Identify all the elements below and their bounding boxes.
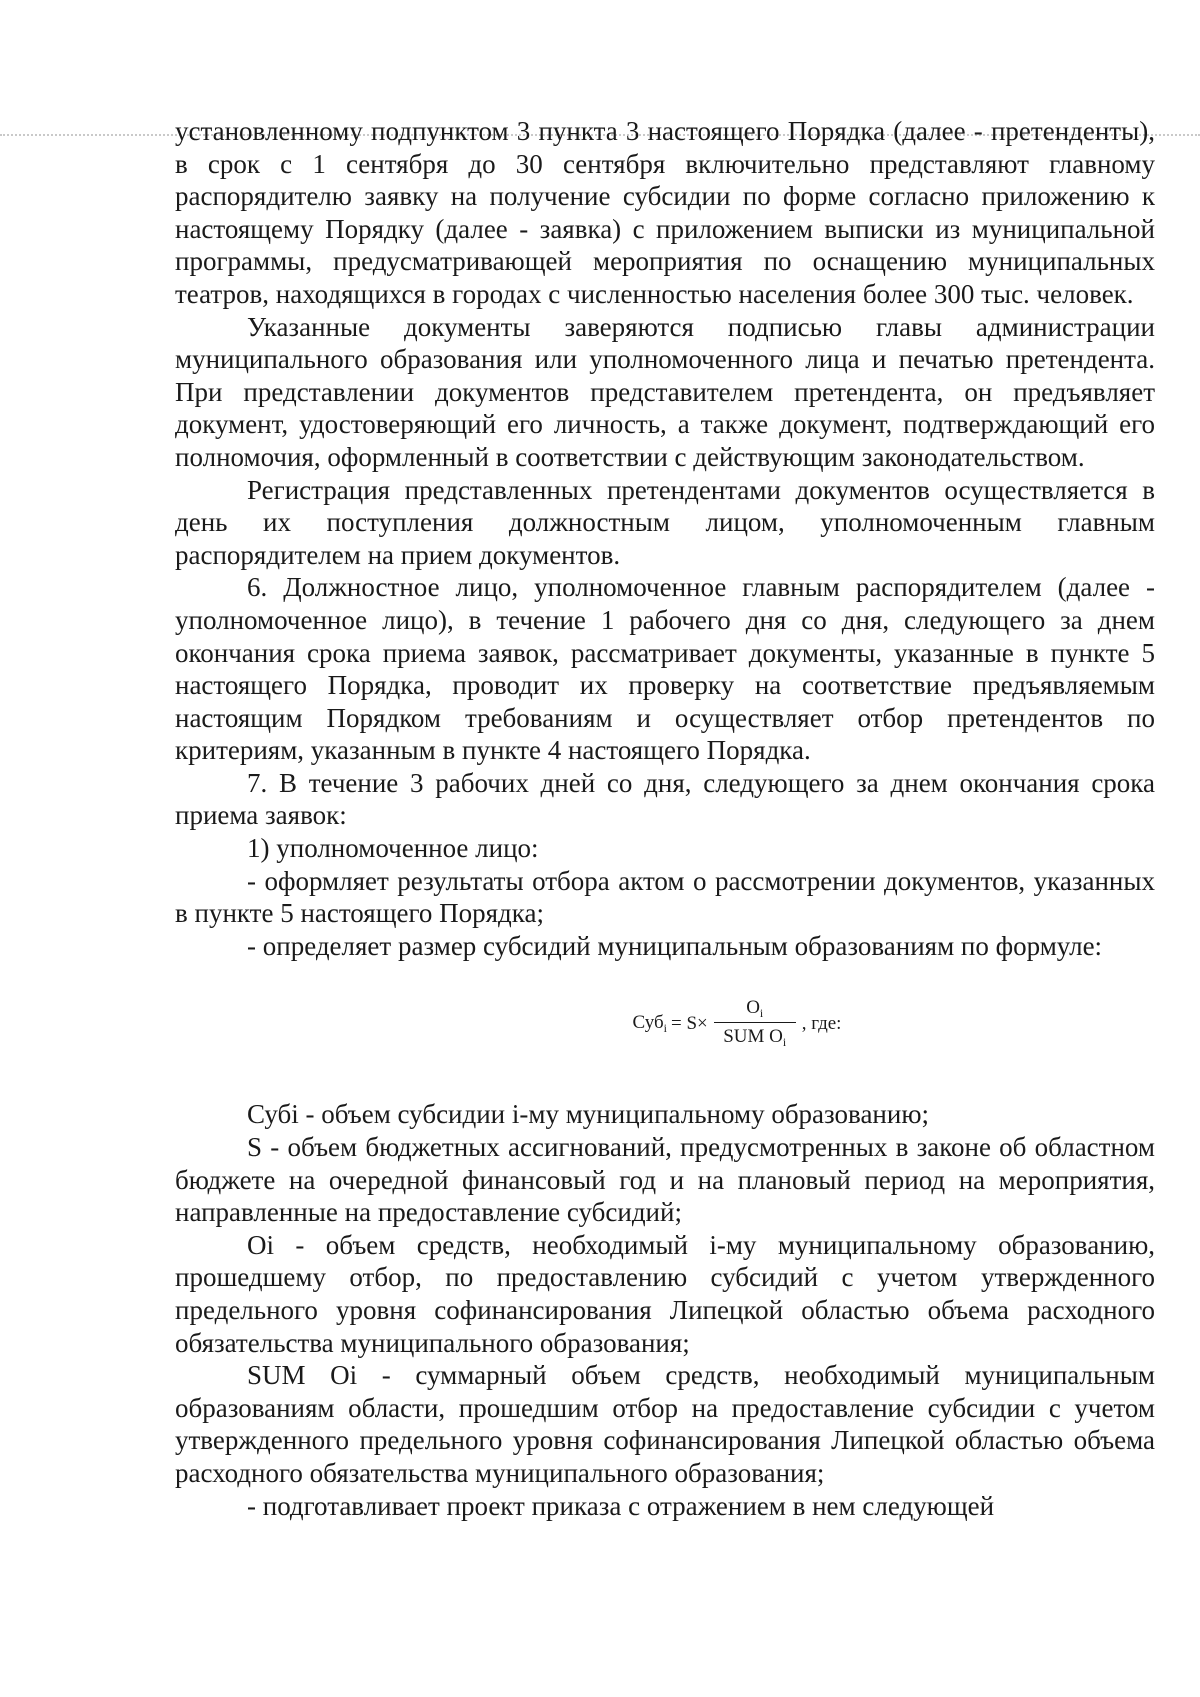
paragraph: 7. В течение 3 рабочих дней со дня, следующего за днем окончания срока приема заявок:	[175, 767, 1155, 831]
paragraph: - оформляет результаты отбора актом о рассмотрении документов, указанных в пункте 5 настоящего Порядка;	[175, 865, 1155, 929]
formula-fraction	[714, 998, 796, 1048]
formula-lhs: Суб$_i$	[632, 1011, 667, 1035]
paragraph: установленному подпунктом 3 пункта 3 настоящего Порядка (далее - претенденты), в срок с 1 сентября до 30 сентября включительно представляют главному распорядителю заявку на получение субсидии по форме согласно приложению к настоящему Порядку (далее - заявка) с приложением выписки из муниципальной программы, предусматривающей мероприятия по оснащению муниципальных театров, находящихся в городах с численностью населения более 300 тыс. человек.	[175, 116, 1155, 309]
formula-denominator: SUM $O_i$	[723, 1026, 787, 1050]
paragraph: Регистрация представленных претендентами документов осуществляется в день их поступления должностным лицом, уполномоченным главным распорядителем на прием документов.	[175, 474, 1155, 570]
document-body	[175, 115, 1155, 1522]
subsidy-formula	[633, 998, 842, 1048]
paragraph: S - объем бюджетных ассигнований, предусмотренных в законе об областном бюджете на очередной финансовый год и на плановый период на мероприятия, направленные на предоставление субсидий;	[175, 1132, 1155, 1228]
paragraph: SUM Oi - суммарный объем средств, необходимый муниципальным образованиям области, прошедшим отбор на предоставление субсидии с учетом утвержденного предельного уровня софинансирования Липецкой областью объема расходного обязательства муниципального образования;	[175, 1360, 1155, 1488]
formula-suffix: , где:	[801, 1012, 842, 1034]
paragraph: Субi - объем субсидии i-му муниципальному образованию;	[247, 1099, 930, 1130]
paragraph: Oi - объем средств, необходимый i-му муниципальному образованию, прошедшему отбор, по предоставлению субсидий с учетом утвержденного предельного уровня софинансирования Липецкой областью объема расходного обязательства муниципального образования;	[175, 1229, 1155, 1358]
paragraph: 6. Должностное лицо, уполномоченное главным распорядителем (далее - уполномоченное лицо), в течение 1 рабочего дня со дня, следующего за днем окончания срока приема заявок, рассматривает документы, указанные в пункте 5 настоящего Порядка, проводит их проверку на соответствие предъявляемым настоящим Порядком требованиям и осуществляет отбор претендентов по критериям, указанным в пункте 4 настоящего Порядка.	[175, 572, 1155, 766]
formula-numerator: $O_i$	[714, 998, 796, 1023]
paragraph: Указанные документы заверяются подписью главы администрации муниципального образования или уполномоченного лица и печатью претендента. При представлении документов представителем претендента, он предъявляет документ, удостоверяющий его личность, а также документ, подтверждающий его полномочия, оформленный в соответствии с действующим законодательством.	[175, 311, 1155, 472]
formula-equals: = S×	[670, 1012, 708, 1034]
paragraph: - подготавливает проект приказа с отражением в нем следующей	[247, 1490, 995, 1521]
paragraph: - определяет размер субсидий муниципальным образованиям по формуле:	[247, 930, 1103, 961]
formula-row	[175, 998, 1155, 1048]
paragraph: 1) уполномоченное лицо:	[247, 833, 539, 864]
